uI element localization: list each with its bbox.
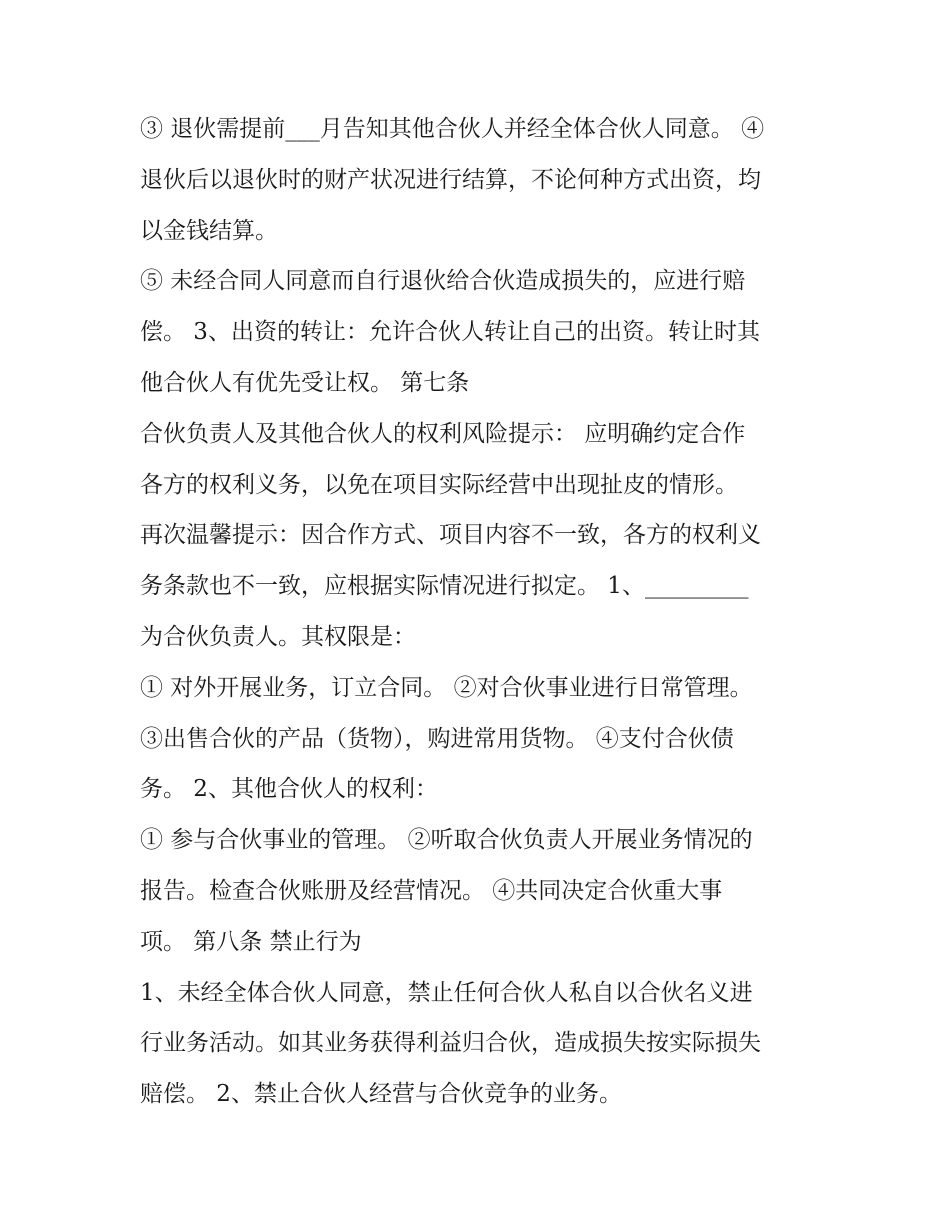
text-line: ⑤ 未经合同人同意而自行退伙给合伙造成损失的，应进行赔: [140, 268, 746, 295]
text-line: 再次温馨提示：因合作方式、项目内容不一致，各方的权利义: [140, 522, 761, 549]
text-line: 行业务活动。如其业务获得利益归合伙，造成损失按实际损失: [140, 1030, 761, 1057]
text-line: 偿。 3、出资的转让：允许合伙人转让自己的出资。转让时其: [140, 319, 760, 346]
text-line: 务。 2、其他合伙人的权利：: [140, 776, 438, 803]
text-line: 务条款也不一致，应根据实际情况进行拟定。 1、_________: [140, 573, 749, 600]
text-line: 以金钱结算。: [140, 217, 278, 244]
text-line: 赔偿。 2、禁止合伙人经营与合伙竞争的业务。: [140, 1081, 622, 1108]
text-line: ① 对外开展业务，订立合同。 ②对合伙事业进行日常管理。: [140, 674, 753, 701]
document-body: [140, 104, 820, 1120]
text-line: 各方的权利义务，以免在项目实际经营中出现扯皮的情形。: [140, 471, 738, 498]
text-line: 项。 第八条 禁止行为: [140, 928, 362, 955]
text-line: ① 参与合伙事业的管理。 ②听取合伙负责人开展业务情况的: [140, 827, 753, 854]
text-line: 为合伙负责人。其权限是：: [140, 623, 416, 650]
text-line: 报告。检查合伙账册及经营情况。 ④共同决定合伙重大事: [140, 877, 723, 904]
text-line: ③出售合伙的产品（货物），购进常用货物。 ④支付合伙债: [140, 725, 734, 752]
text-line: 合伙负责人及其他合伙人的权利风险提示： 应明确约定合作: [140, 420, 746, 447]
text-line: 他合伙人有优先受让权。 第七条: [140, 369, 470, 396]
text-line: 1、未经全体合伙人同意，禁止任何合伙人私自以合伙名义进: [140, 979, 753, 1006]
text-line: ③ 退伙需提前___月告知其他合伙人并经全体合伙人同意。 ④: [140, 116, 765, 142]
text-line: 退伙后以退伙时的财产状况进行结算，不论何种方式出资，均: [140, 166, 761, 193]
